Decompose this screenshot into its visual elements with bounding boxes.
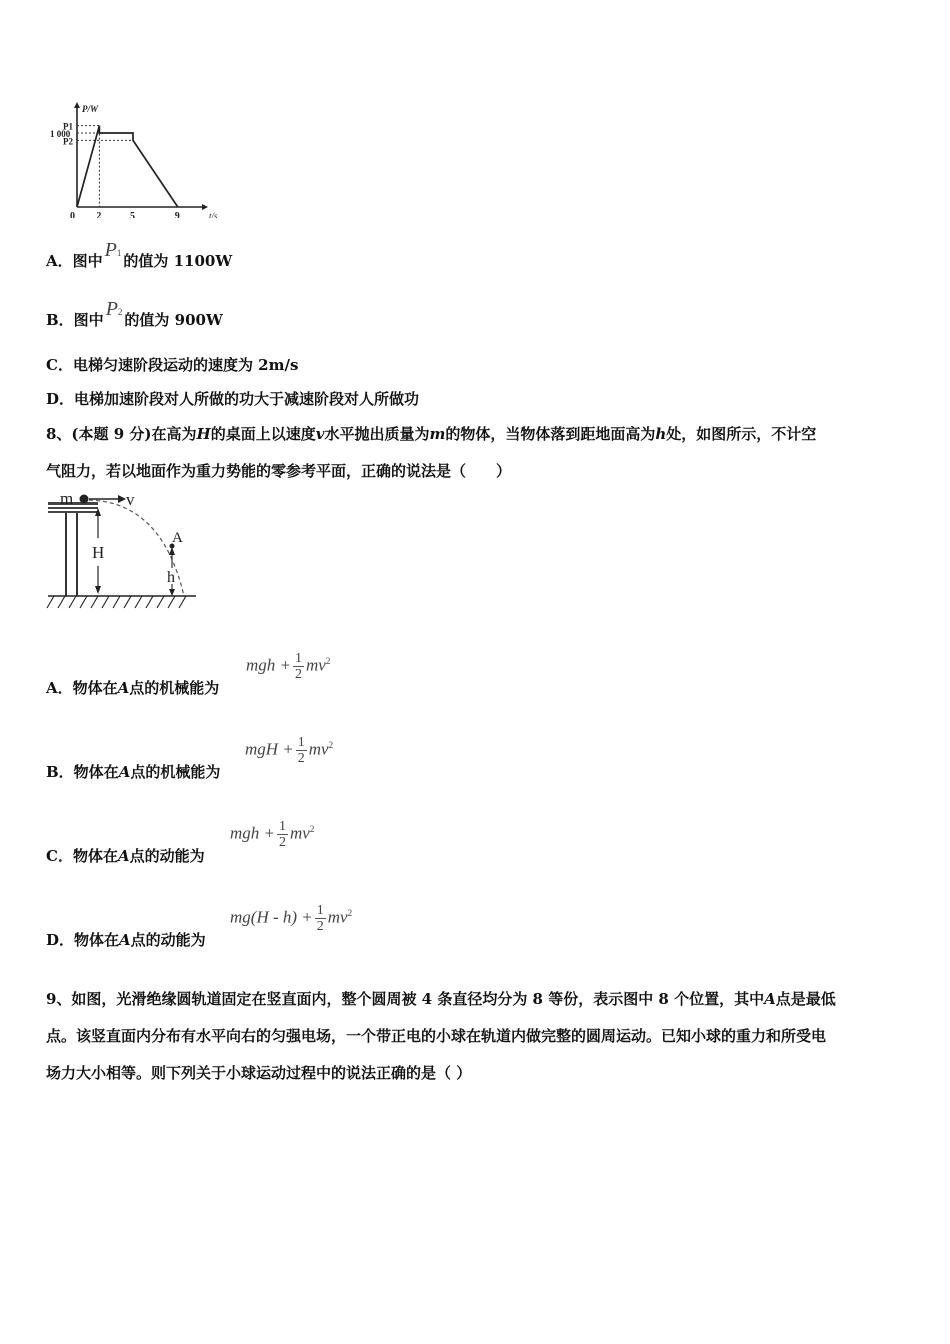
label-m: m — [60, 489, 74, 508]
power-series-line — [77, 126, 178, 207]
y-axis-label: P/W — [82, 104, 99, 114]
x-tick-label: 9 — [174, 211, 180, 218]
q8-option-d-formula: mg(H - h) + $\frac{1}{2}$ $mv^2$ — [230, 903, 353, 934]
p2-symbol: P — [105, 298, 118, 320]
q8-option-d[interactable]: D．物体在A点的动能为 — [46, 931, 206, 949]
q8-option-b[interactable]: B．物体在A点的机械能为 — [46, 763, 221, 781]
ground-hatch — [91, 596, 98, 608]
ground-hatch — [157, 596, 164, 608]
y-tick-label: 1 000 — [50, 129, 71, 139]
p1-symbol: P — [104, 239, 117, 261]
power-time-chart — [40, 98, 220, 218]
q7-option-d[interactable]: D．电梯加速阶段对人所做的功大于减速阶段对人所做功 — [46, 390, 420, 408]
ground-hatch — [179, 596, 186, 608]
label-h: h — [167, 569, 175, 586]
ground-hatch — [124, 596, 131, 608]
ground-hatch — [58, 596, 65, 608]
ground-hatch — [80, 596, 87, 608]
q8-option-b-formula: mgH + $\frac{1}{2}$ $mv^2$ — [245, 735, 334, 766]
q7-option-c[interactable]: C．电梯匀速阶段运动的速度为 2m/s — [46, 356, 299, 374]
q9-stem-line3: 场力大小相等。则下列关于小球运动过程中的说法正确的是（ ） — [46, 1064, 472, 1082]
label-v: v — [126, 490, 135, 509]
x-tick-label: 5 — [130, 211, 135, 218]
ground-hatch — [47, 596, 54, 608]
q7-option-b[interactable]: B．图中 P2 的值为 900W — [46, 298, 223, 329]
y-axis-arrow — [74, 102, 80, 108]
label-H: H — [92, 543, 105, 562]
x-axis-label: t/s — [209, 211, 218, 218]
q9-stem-line1: 9、如图，光滑绝缘圆轨道固定在竖直面内，整个圆周被 4 条直径均分为 8 等份，表示图中 8 个位置，其中A点是最低 — [46, 990, 836, 1008]
ground-hatch — [69, 596, 76, 608]
label-A: A — [172, 530, 183, 546]
x-tick-label: 2 — [96, 211, 102, 218]
q7-option-a[interactable]: A．图中 P1 的值为 1100W — [46, 239, 233, 270]
ground-hatch — [168, 596, 175, 608]
q9-stem-line2: 点。该竖直面内分布有水平向右的匀强电场，一个带正电的小球在轨道内做完整的圆周运动。已知小球的重力和所受电 — [46, 1027, 827, 1045]
q8-stem-line1: 8、(本题 9 分)在高为H的桌面上以速度v水平抛出质量为m的物体，当物体落到距地面高为h处，如图所示，不计空 — [46, 425, 817, 443]
x-tick-label: 0 — [70, 211, 75, 218]
q8-option-c-formula: mgh + $\frac{1}{2}$ $mv^2$ — [230, 819, 315, 850]
ground-hatch — [102, 596, 109, 608]
q8-option-c[interactable]: C．物体在A点的动能为 — [46, 847, 205, 865]
ground-hatch — [135, 596, 142, 608]
y-tick-label: P2 — [63, 136, 73, 147]
q8-option-a-formula: mgh + $\frac{1}{2}$ $mv^2$ — [246, 651, 331, 682]
q8-option-a[interactable]: A．物体在A点的机械能为 — [46, 679, 220, 697]
ground-hatch — [113, 596, 120, 608]
y-tick-label: P1 — [63, 121, 73, 132]
q8-stem-line2: 气阻力，若以地面作为重力势能的零参考平面，正确的说法是（ ） — [46, 462, 512, 480]
ground-hatch — [146, 596, 153, 608]
ball — [80, 495, 89, 504]
x-axis-arrow — [202, 204, 208, 210]
projectile-figure — [44, 488, 204, 616]
